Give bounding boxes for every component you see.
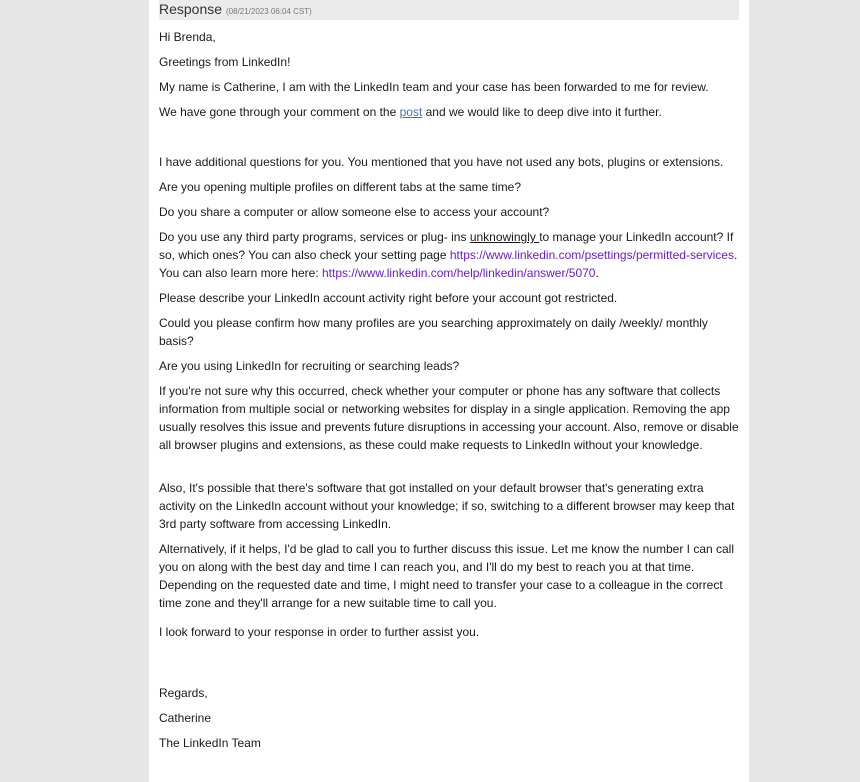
permitted-services-link[interactable]: https://www.linkedin.com/psettings/permitted-services <box>449 248 734 262</box>
signer-name: Catherine <box>159 711 212 725</box>
response-panel <box>149 0 749 782</box>
help-answer-link[interactable]: https://www.linkedin.com/help/linkedin/answer/5070 <box>322 266 596 280</box>
question-profiles: Could you please confirm how many profiles are you searching approximately on daily /weekly/ monthly basis? <box>159 316 708 348</box>
response-title: Response <box>159 1 223 17</box>
forward-paragraph: I look forward to your response in order to further assist you. <box>159 625 480 639</box>
greeting-line: Hi Brenda, <box>159 30 216 44</box>
response-date: (08/21/2023 06:04 CST) <box>226 7 312 16</box>
question-third-party: Do you use any third party programs, services or plug- ins unknowingly to manage your LinkedIn account? If so, which ones? You can also check your setting page https://www.linkedin.com/psettings/permitted-services. You can also learn more here: https://www.linkedin.com/help/linkedin/answer/5070. <box>159 230 738 280</box>
browser-paragraph: Also, It's possible that there's software that got installed on your default browser that's generating extra activity on the LinkedIn account without your knowledge; if so, switching to a different browser may keep that 3rd party software from accessing LinkedIn. <box>159 481 735 531</box>
post-link[interactable]: post <box>399 105 423 119</box>
intro-paragraph: My name is Catherine, I am with the LinkedIn team and your case has been forwarded to me for review. <box>159 80 709 94</box>
software-paragraph: If you're not sure why this occurred, check whether your computer or phone has any software that collects information from multiple social or networking websites for display in a single application. Removing the app usually resolves this issue and prevents future disruptions in accessing your account. Also, remove or disable all browser plugins and extensions, as these could make requests to LinkedIn without your knowledge. <box>159 384 739 452</box>
greeting-line-2: Greetings from LinkedIn! <box>159 55 291 69</box>
response-header <box>159 0 739 20</box>
question-activity: Please describe your LinkedIn account activity right before your account got restricted. <box>159 291 618 305</box>
signer-team: The LinkedIn Team <box>159 736 261 750</box>
comment-paragraph: We have gone through your comment on the post and we would like to deep dive into it further. <box>159 105 662 119</box>
question-share: Do you share a computer or allow someone else to access your account? <box>159 205 550 219</box>
questions-intro: I have additional questions for you. You mentioned that you have not used any bots, plugins or extensions. <box>159 155 724 169</box>
question-tabs: Are you opening multiple profiles on different tabs at the same time? <box>159 180 521 194</box>
call-paragraph: Alternatively, if it helps, I'd be glad to call you to further discuss this issue. Let me know the number I can call you on along with the best day and time I can reach you, and I'll do my best to reach you at that time. Depending on the requested date and time, I might need to transfer your case to a colleague in the correct time zone and they'll arrange for a new suitable time to call you. <box>159 542 735 610</box>
sign-off: Regards, <box>159 686 208 700</box>
question-recruit: Are you using LinkedIn for recruiting or searching leads? <box>159 359 460 373</box>
